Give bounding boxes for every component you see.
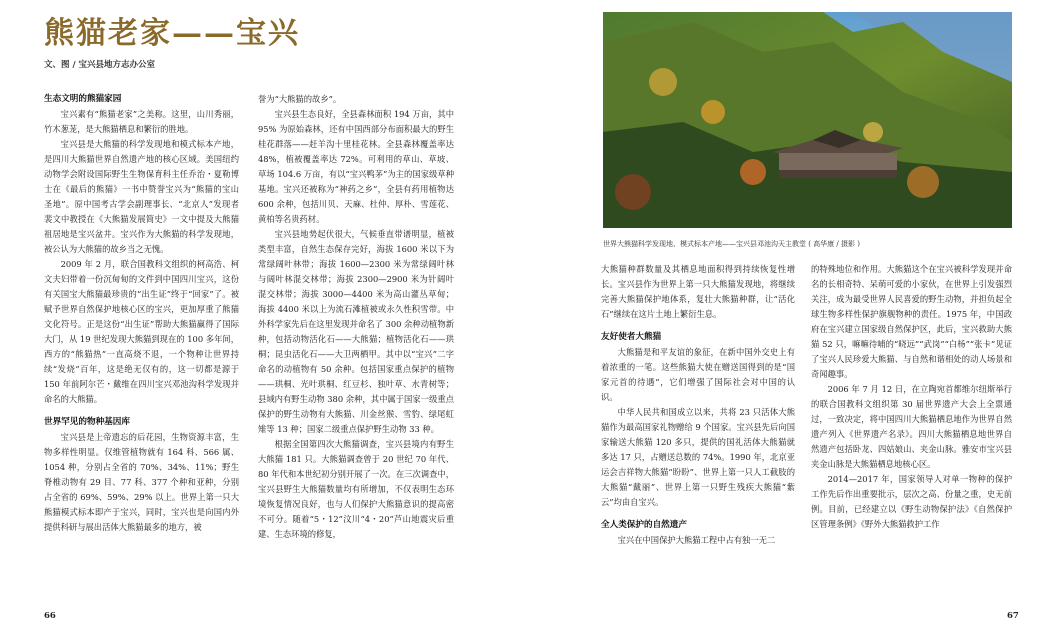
paragraph: 宝兴县地势起伏很大，气候垂直带谱明显，植被类型丰富，自然生态保存完好，海拔 1600 米以下为常绿阔叶林带；海拔 1600—2300 米为常绿阔叶林与阔叶林混交林带；海拔 2300—2900 米为针阔叶混交林带；海拔 3000—4400 米为高山灌丛草甸；海拔 4400 米以上为流石滩植被或永久性积雪带。中外科学家先后在这里发现并命名了 300 余种动植物新种，包括动物活化石——大熊猫；植物活化石——珙桐；昆虫活化石——大卫两栖甲。其中以“宝兴”二字命名的动植物有 50 余种。包括国家重点保护的植物——珙桐、光叶珙桐、红豆杉、独叶草、水青树等；县域内有野生动物 380 余种，其中属于国家一级重点保护的野生动物有大熊猫、川金丝猴、雪豹、绿尾虹雉等 13 种；国家二级重点保护野生动物 33 种。 xyxy=(258,229,454,434)
paragraph: 誉为“大熊猫的故乡”。 xyxy=(258,94,342,104)
paragraph: 宝兴县是大熊猫的科学发现地和模式标本产地，是四川大熊猫世界自然遗产地的核心区域。美国纽约动物学会附设国际野生生物保育科主任乔治・夏勒博士在《最后的熊猫》一书中赞誉宝兴为“熊猫的宝山圣地”。原中国考古学会副理事长、“北京人”发现者裴文中教授在《大熊猫发展简史》一文中提及大熊猫祖居地是宝兴盆井。宝兴作为大熊猫的科学发现地，被公认为大熊猫的故乡当之无愧。 xyxy=(44,139,239,254)
page-number-right: 67 xyxy=(1007,611,1019,621)
photo-caption: 世界大熊猫科学发现地、模式标本产地——宝兴县邓池沟天主教堂 ( 高华康 / 摄影 ) xyxy=(603,240,860,248)
section-heading: 全人类保护的自然遗产 xyxy=(601,520,687,530)
left-column-1 xyxy=(44,92,239,535)
paragraph: 大熊猫种群数量及其栖息地面积得到持续恢复性增长。宝兴县作为世界上第一只大熊猫发现地，将继续完善大熊猫保护地体系，复壮大熊猫种群，让“活化石”继续在这片土地上繁衍生息。 xyxy=(601,264,795,319)
paragraph: 2009 年 2 月，联合国教科文组织的柯高浩、柯文夫妇带着一份沉甸甸的文件到中国四川宝兴，这份有关国宝大熊猫最珍贵的“出生证”终于“回家”了。被赋予世界自然保护地核心区的宝兴，更加厚重了熊猫文化符号。正是这份“出生证”帮助大熊猫赢得了国际大门，从 19 世纪发现大熊猫到现在的 100 多年间，西方的“熊猫热”一直高烧不退，一个物种让世界持续“发烧”百年，这是绝无仅有的，这一切都是源于 150 年前阿尔芒・戴维在四川宝兴邓池沟科学发现并命名的大熊猫。 xyxy=(44,259,239,404)
paragraph: 宝兴县生态良好，全县森林面积 194 万亩，其中 95% 为原始森林，还有中国西部分布面积最大的野生桂花群落——赶羊沟十里桂花林。全县森林覆盖率达 48%，植被覆盖率达 72%。可利用的草山、草坡、草场 104.6 万亩，有以“宝兴鸭茅”为主的国家级草种基地。宝兴还被称为“神药之乡”，全县有药用植物达 600 余种，包括川贝、天麻、杜仲、厚朴、雪莲花、黄柏等名贵药材。 xyxy=(258,109,454,224)
paragraph: 中华人民共和国成立以来，共将 23 只活体大熊猫作为最高国家礼物赠给 9 个国家。宝兴县先后向国家输送大熊猫 120 多只，提供的国礼活体大熊猫就多达 17 只，占赠送总数的 74%。1990 年，北京亚运会吉祥物大熊猫“盼盼”、世界上第一只人工截肢的大熊猫“戴丽”、世界上第一只野生残疾大熊猫“紫云”均由自宝兴。 xyxy=(601,407,795,507)
mountain-forest-church-image xyxy=(603,12,1012,228)
paragraph: 宝兴素有“熊猫老家”之美称。这里，山川秀丽，竹木葱茏，是大熊猫栖息和繁衍的胜地。 xyxy=(44,109,239,134)
section-heading: 生态文明的熊猫家园 xyxy=(44,94,122,104)
article-title: 熊猫老家——宝兴 xyxy=(44,16,300,51)
paragraph: 宝兴县是上帝遗忘的后花园，生物资源丰富，生物多样性明显。仅维管植物就有 164 科、566 属、1054 种，分别占全省的 70%、34%、11%；野生脊椎动物有 29 目、77 科、377 个种和亚种，分别占全省的 69%、59%、29% 以上。世界上第一只大熊猫模式标本即产于宝兴，同时，宝兴也是向国内外提供科研与展出活体大熊猫最多的地方，被 xyxy=(44,432,239,532)
byline: 文、图 / 宝兴县地方志办公室 xyxy=(44,60,156,70)
right-column-2 xyxy=(811,262,1012,532)
paragraph: 2014—2017 年，国家领导人对单一物种的保护工作先后作出重要批示，层次之高、份量之重，史无前例。目前，已经建立以《野生动物保护法》《自然保护区管理条例》《野外大熊猫救护工作 xyxy=(811,474,1012,529)
left-column-2 xyxy=(258,92,454,542)
right-column-1 xyxy=(601,262,795,548)
left-page xyxy=(0,0,522,630)
paragraph: 2006 年 7 月 12 日，在立陶宛首都维尔纽斯举行的联合国教科文组织第 30 届世界遗产大会上全票通过，一致决定，将中国四川大熊猫栖息地作为世界自然遗产列入《世界遗产名录》。四川大熊猫栖息地世界自然遗产包括卧龙、四姑娘山、夹金山脉。雅安市宝兴县夹金山脉是大熊猫栖息地核心区。 xyxy=(811,384,1012,469)
church-photo xyxy=(603,12,1012,228)
paragraph: 宝兴在中国保护大熊猫工程中占有独一无二 xyxy=(617,535,776,545)
page-number-left: 66 xyxy=(44,611,56,621)
right-page xyxy=(523,0,1045,630)
paragraph: 大熊猫是和平友谊的象征，在新中国外交史上有着浓重的一笔。这些熊猫大使在赠送国得到的是“国家元首的待遇”，它们增强了国际社会对中国的认识。 xyxy=(601,347,795,402)
section-heading: 世界罕见的物种基因库 xyxy=(44,417,130,427)
paragraph: 的特殊地位和作用。大熊猫这个在宝兴被科学发现并命名的长相奇特、呆萌可爱的小家伙，在世界上引发强烈关注，成为最受世界人民喜爱的野生动物，并担负起全球生物多样性保护旗舰物种的责任。1975 年，中国政府在宝兴建立国家级自然保护区，此后，宝兴救助大熊猫 52 只，嘛嘛待哺的“晓远”“武岗”“白杨”“张卡”见证了宝兴人民珍爱大熊猫、与自然和谐相处的动人场景和奇闻趣事。 xyxy=(811,264,1012,379)
paragraph: 根据全国第四次大熊猫调查，宝兴县境内有野生大熊猫 181 只。大熊猫调查曾于 20 世纪 70 年代、80 年代和本世纪初分别开展了一次。在三次调查中，宝兴县野生大熊猫数量均有所增加，不仅表明生态环境恢复情况良好，也与人们保护大熊猫意识的提高密不可分。随着“5・12”汶川“4・20”芦山地震灾后重建、生态环境的修复， xyxy=(258,439,454,539)
section-heading: 友好使者大熊猫 xyxy=(601,332,662,342)
